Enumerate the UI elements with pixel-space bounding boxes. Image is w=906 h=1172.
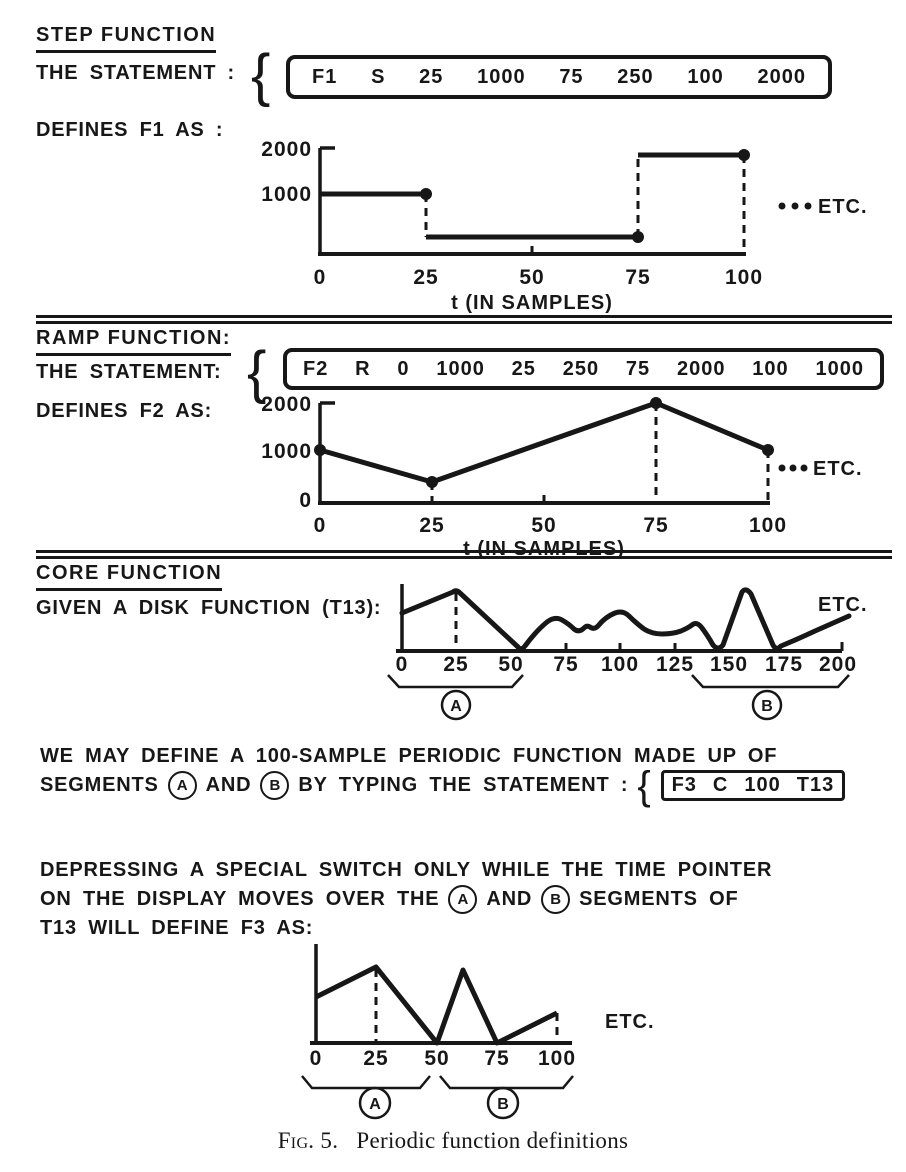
statement-token: 250 [562, 357, 600, 380]
statement-token: C [712, 774, 729, 796]
statement-token: 1000 [436, 357, 485, 380]
x-tick-label: 50 [498, 653, 524, 676]
x-tick-label: 150 [709, 653, 749, 676]
statement-token: 100 [752, 357, 789, 380]
section-separator [36, 315, 892, 324]
paragraph-line [40, 742, 845, 771]
paragraph-text: ON THE DISPLAY MOVES OVER THE [40, 888, 440, 910]
etc-annotation [779, 196, 868, 218]
statement-token: S [371, 65, 386, 88]
ellipsis-dot [805, 203, 812, 210]
core-function-plot [384, 578, 906, 730]
statement-token: 2000 [676, 357, 726, 380]
paragraph-line [40, 856, 772, 885]
segment-b-brace [692, 675, 849, 687]
x-tick-label: 175 [764, 653, 804, 676]
f3-statement-box [661, 770, 846, 801]
ramp-section-heading: RAMP FUNCTION: [36, 327, 231, 356]
paragraph-text: AND [486, 888, 533, 910]
x-tick-label: 100 [537, 1047, 577, 1070]
x-tick-label: 100 [600, 653, 640, 676]
statement-token: 25 [419, 65, 444, 88]
x-tick-label: 100 [748, 514, 788, 537]
paragraph-text: T13 WILL DEFINE F3 AS: [40, 917, 314, 939]
segment-a-brace [302, 1076, 430, 1088]
paragraph-text: SEGMENTS [40, 774, 159, 796]
f2-ramp-curve [320, 403, 768, 482]
step-statement-box [286, 55, 832, 99]
core-section-heading: CORE FUNCTION [36, 562, 222, 591]
x-tick-label: 75 [643, 514, 669, 537]
ramp-function-plot [230, 392, 906, 560]
statement-token: 25 [511, 357, 536, 380]
ellipsis-dot [779, 465, 786, 472]
paragraph-define-f3 [40, 742, 845, 808]
x-tick-label: 50 [424, 1047, 450, 1070]
etc-label: ETC. [605, 1011, 655, 1033]
step-defines-label: DEFINES F1 AS : [36, 119, 224, 141]
ellipsis-dot [801, 465, 808, 472]
x-tick-label: 25 [419, 514, 445, 537]
statement-token: 100 [687, 65, 724, 88]
etc-label: ETC. [813, 458, 863, 480]
paragraph-text: SEGMENTS OF [579, 888, 739, 910]
x-tick-label: 200 [818, 653, 858, 676]
statement-token: F3 [671, 774, 697, 796]
ramp-statement-box [283, 348, 884, 390]
figure-caption [0, 1128, 906, 1154]
ellipsis-dot [779, 203, 786, 210]
paragraph-text: AND [205, 774, 252, 796]
statement-token: T13 [796, 774, 835, 796]
statement-token: 0 [397, 357, 410, 380]
ellipsis-dot [792, 203, 799, 210]
ellipsis-dot [790, 465, 797, 472]
ramp-defines-label: DEFINES F2 AS: [36, 400, 213, 422]
segment-a-letter: A [450, 698, 462, 715]
x-tick-label: 75 [484, 1047, 510, 1070]
x-tick-label: 25 [443, 653, 469, 676]
x-tick-label: 50 [519, 266, 545, 289]
x-tick-label: 0 [309, 1047, 323, 1070]
x-axis-title: t (IN SAMPLES) [451, 292, 613, 314]
section-separator [36, 550, 892, 559]
segment-a-circle: A [168, 771, 197, 800]
etc-annotation [779, 458, 863, 480]
x-tick-label: 125 [655, 653, 695, 676]
figure-caption-text: Periodic function definitions [356, 1128, 629, 1153]
statement-token: 75 [625, 357, 651, 380]
segment-b-circle: B [541, 885, 570, 914]
paragraph-text: BY TYPING THE STATEMENT : [298, 774, 629, 796]
statement-token: 1000 [477, 65, 526, 88]
core-given-label: GIVEN A DISK FUNCTION (T13): [36, 597, 382, 619]
f3-function-plot [288, 936, 690, 1122]
segment-a-letter: A [369, 1096, 381, 1113]
step-function-plot [230, 128, 906, 315]
etc-label: ETC. [818, 594, 868, 616]
segment-b-circle: B [260, 771, 289, 800]
paragraph-text: DEPRESSING A SPECIAL SWITCH ONLY WHILE THE TIME POINTER [40, 859, 773, 881]
x-tick-label: 0 [313, 514, 327, 537]
x-tick-label: 25 [413, 266, 439, 289]
paragraph-text: WE MAY DEFINE A 100-SAMPLE PERIODIC FUNCTION MADE UP OF [40, 745, 778, 767]
f3-curve [316, 967, 557, 1043]
ramp-left-brace: { [247, 340, 267, 405]
statement-token: 75 [559, 65, 584, 88]
x-axis-title: t (IN SAMPLES) [463, 538, 625, 560]
inline-brace: { [637, 763, 652, 808]
segment-b-brace [440, 1076, 573, 1088]
x-tick-label: 75 [553, 653, 579, 676]
t13-disk-function-curve [402, 590, 849, 649]
step-statement-label: THE STATEMENT : [36, 62, 236, 84]
figure-caption-label: Fig. 5. [277, 1128, 339, 1153]
x-tick-label: 25 [363, 1047, 389, 1070]
x-tick-label: 50 [531, 514, 557, 537]
etc-label: ETC. [818, 196, 868, 218]
y-tick-label: 2000 [261, 393, 312, 416]
step-left-brace: { [251, 43, 271, 108]
paragraph-line [40, 763, 845, 808]
data-point [314, 444, 326, 456]
x-tick-label: 0 [313, 266, 327, 289]
segment-a-brace [388, 675, 523, 687]
x-tick-label: 0 [395, 653, 409, 676]
segment-b-letter: B [761, 698, 773, 715]
segment-a-circle: A [448, 885, 477, 914]
statement-token: 100 [744, 774, 781, 796]
statement-token: R [355, 357, 371, 380]
y-tick-label: 2000 [261, 138, 312, 161]
statement-token: 250 [617, 65, 654, 88]
paragraph-special-switch [40, 856, 772, 943]
y-tick-label: 0 [299, 489, 312, 512]
x-tick-label: 100 [724, 266, 764, 289]
y-tick-label: 1000 [261, 183, 312, 206]
x-tick-label: 75 [625, 266, 651, 289]
y-tick-label: 1000 [261, 440, 312, 463]
paragraph-line [40, 885, 772, 914]
step-section-heading: STEP FUNCTION [36, 24, 216, 53]
ramp-statement-label: THE STATEMENT: [36, 361, 222, 383]
statement-token: 1000 [815, 357, 864, 380]
statement-token: F1 [312, 65, 338, 88]
statement-token: 2000 [757, 65, 806, 88]
segment-b-letter: B [497, 1096, 509, 1113]
statement-token: F2 [303, 357, 329, 380]
